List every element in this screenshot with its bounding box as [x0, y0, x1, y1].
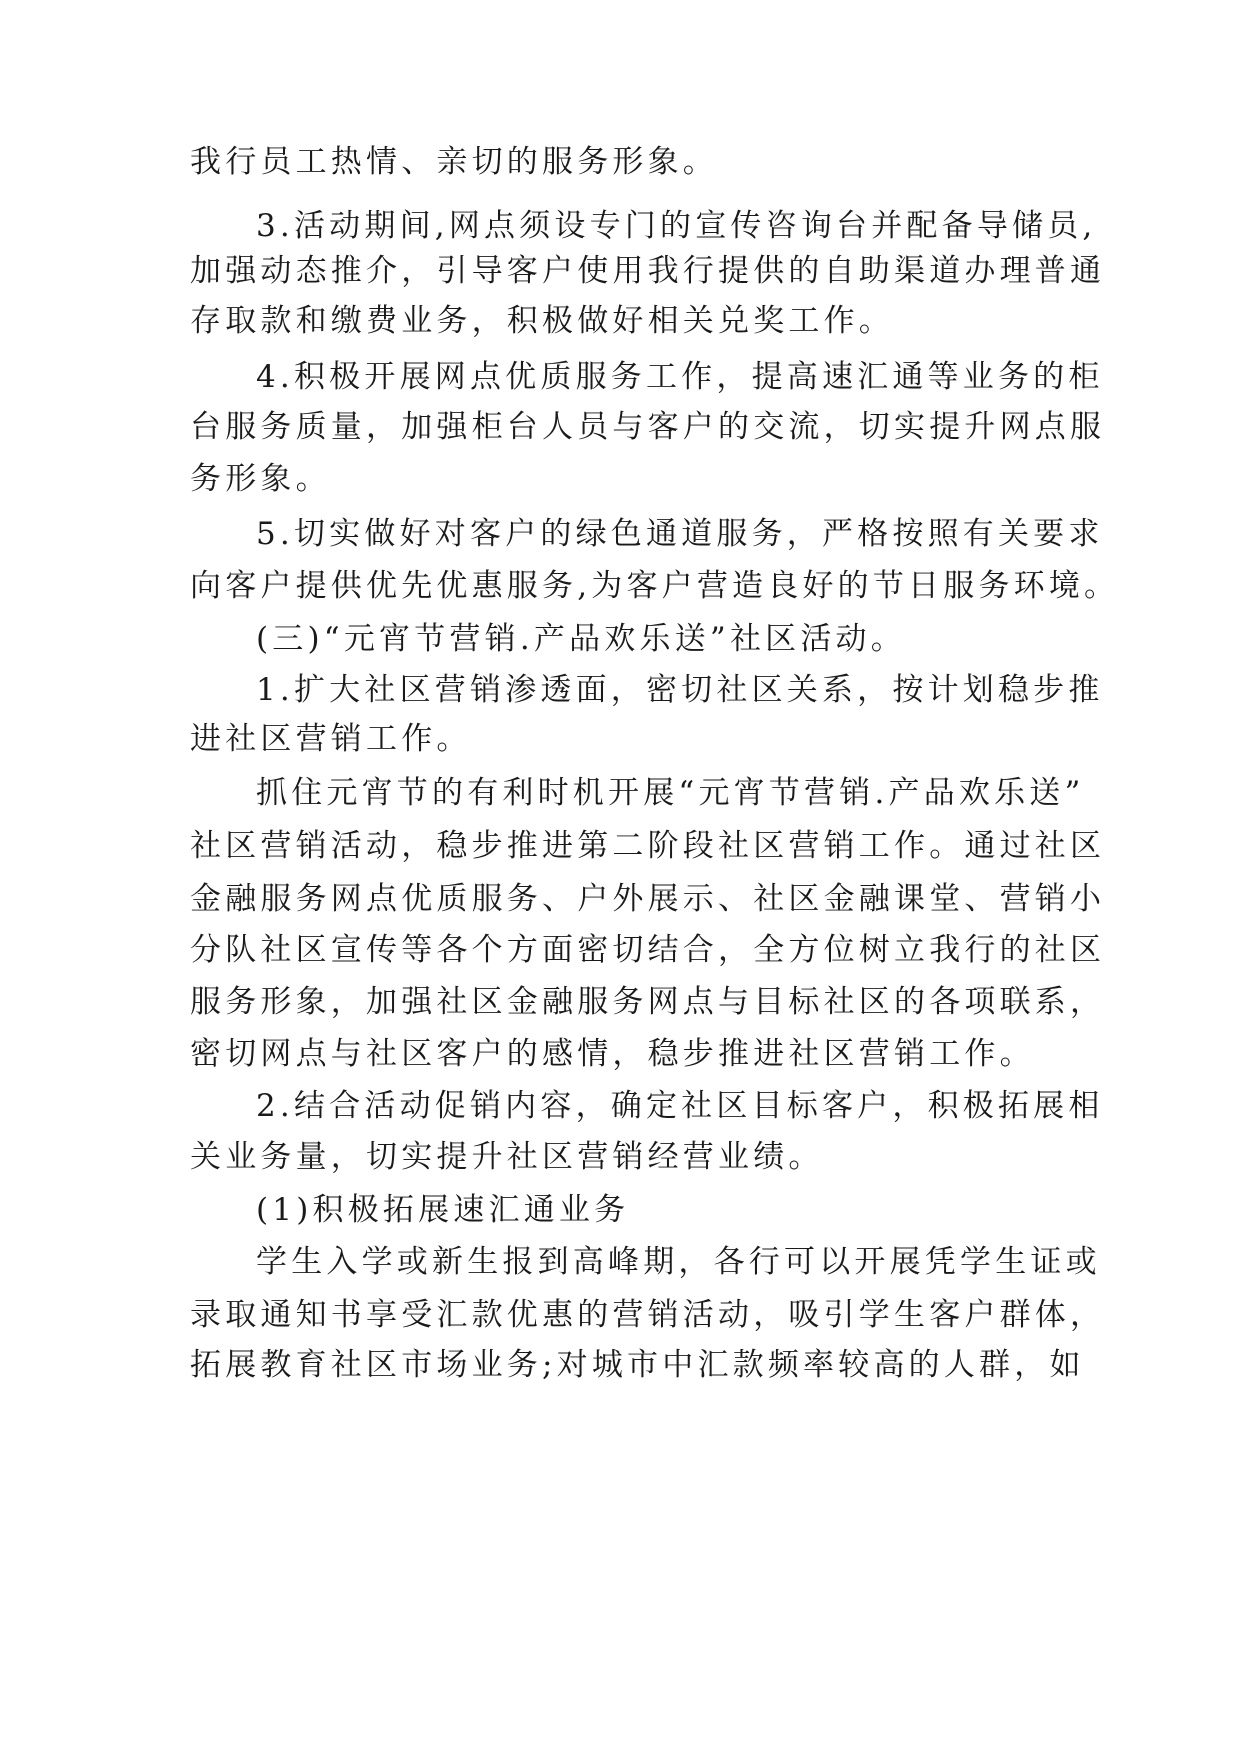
text-line: 抓住元宵节的有利时机开展“元宵节营销.产品欢乐送”: [256, 775, 1085, 811]
text-line: 关业务量，切实提升社区营销经营业绩。: [190, 1139, 824, 1175]
text-line: 存取款和缴费业务，积极做好相关兑奖工作。: [190, 303, 894, 339]
text-line: 向客户提供优先优惠服务,为客户营造良好的节日服务环境。: [190, 568, 1120, 604]
section-heading: (三)“元宵节营销.产品欢乐送”社区活动。: [256, 621, 906, 657]
text-line: 学生入学或新生报到高峰期，各行可以开展凭学生证或: [256, 1244, 1101, 1280]
text-line: 1.扩大社区营销渗透面，密切社区关系，按计划稳步推: [256, 672, 1104, 708]
text-line: 密切网点与社区客户的感情，稳步推进社区营销工作。: [190, 1036, 1035, 1072]
text-line: 金融服务网点优质服务、户外展示、社区金融课堂、营销小: [190, 881, 1106, 917]
text-line: 2.结合活动促销内容，确定社区目标客户，积极拓展相: [256, 1088, 1104, 1124]
text-line: 务形象。: [190, 461, 331, 497]
text-line: 5.切实做好对客户的绿色通道服务，严格按照有关要求: [256, 516, 1104, 552]
text-line: 3.活动期间,网点须设专门的宣传咨询台并配备导储员,: [256, 208, 1097, 244]
text-line: 分队社区宣传等各个方面密切结合，全方位树立我行的社区: [190, 932, 1106, 968]
text-line: 社区营销活动，稳步推进第二阶段社区营销工作。通过社区: [190, 828, 1106, 864]
text-line: 4.积极开展网点优质服务工作，提高速汇通等业务的柜: [256, 359, 1104, 395]
text-line: 录取通知书享受汇款优惠的营销活动，吸引学生客户群体，: [190, 1297, 1106, 1333]
subsection-heading: (1)积极拓展速汇通业务: [256, 1192, 630, 1228]
text-line: 服务形象，加强社区金融服务网点与目标社区的各项联系，: [190, 984, 1106, 1020]
text-line: 台服务质量，加强柜台人员与客户的交流，切实提升网点服: [190, 409, 1106, 445]
text-line: 进社区营销工作。: [190, 721, 472, 757]
text-line: 加强动态推介，引导客户使用我行提供的自助渠道办理普通: [190, 253, 1106, 289]
text-line: 我行员工热情、亲切的服务形象。: [190, 144, 718, 180]
text-line: 拓展教育社区市场业务;对城市中汇款频率较高的人群，如: [190, 1347, 1085, 1383]
